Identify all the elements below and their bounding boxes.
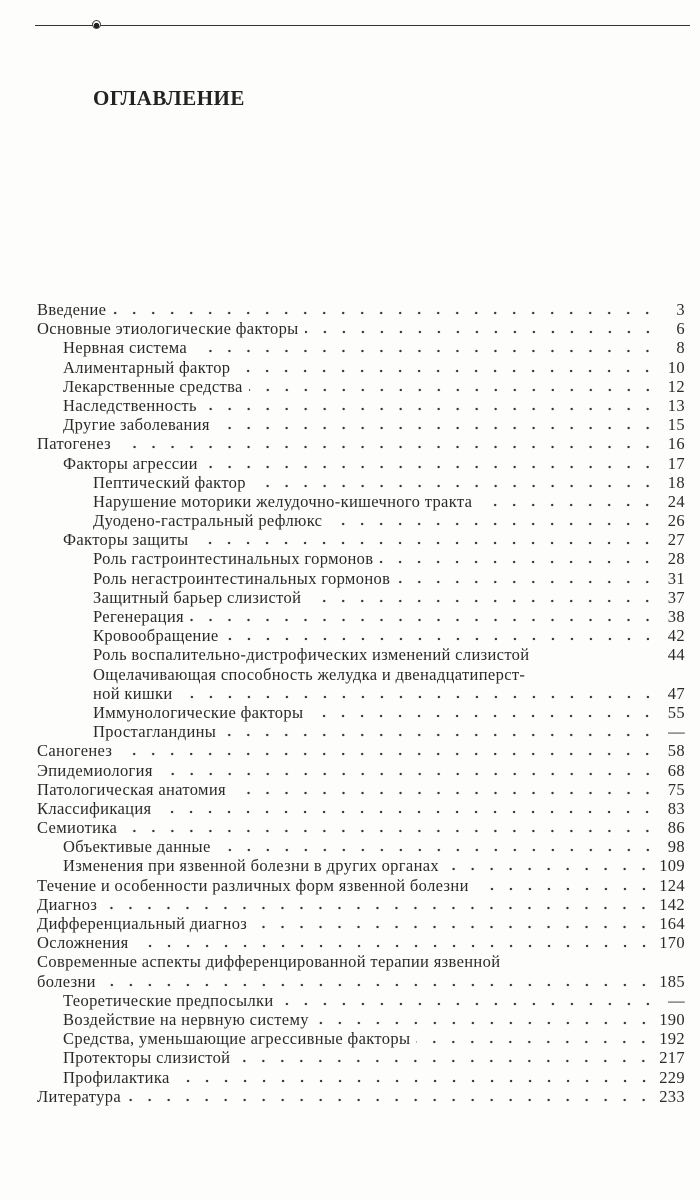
toc-entry-title: Наследственность: [63, 395, 197, 415]
toc-entry-title: Воздействие на нервную систему: [63, 1009, 309, 1029]
toc-entry-title: Пептический фактор: [93, 472, 246, 492]
toc-entry-page: 28: [667, 549, 685, 569]
toc-entry: [37, 434, 685, 453]
toc-entry-page: 124: [659, 875, 685, 895]
toc-entry-page: 42: [667, 626, 685, 646]
toc-entry: [37, 358, 685, 377]
dot-leader: [307, 599, 657, 603]
toc-entry-page: 24: [667, 491, 685, 511]
dot-leader: [506, 963, 657, 967]
toc-entry: [37, 972, 685, 991]
dot-leader: [225, 637, 657, 641]
dot-leader: [252, 484, 657, 488]
toc-entry-page: 86: [667, 818, 685, 838]
toc-entry: [37, 1068, 685, 1087]
toc-entry-page: 75: [667, 779, 685, 799]
dot-leader: [222, 733, 657, 737]
toc-entry-page: 37: [667, 587, 685, 607]
dot-leader: [190, 618, 657, 622]
toc-entry: [37, 1029, 685, 1048]
toc-entry-title: Современные аспекты дифференцированной терапии язвенной: [37, 952, 501, 972]
toc-entry-page: 47: [667, 683, 685, 703]
toc-entry-page: 170: [659, 933, 685, 953]
top-rule: [35, 25, 690, 26]
toc-entry-title: Основные этиологические факторы: [37, 319, 299, 339]
toc-entry-page: 58: [667, 741, 685, 761]
dot-leader: [216, 426, 657, 430]
dot-leader: [217, 848, 657, 852]
toc-entry-title: Иммунологические факторы: [93, 702, 304, 722]
toc-entry: [37, 645, 685, 664]
dot-leader: [203, 407, 657, 411]
toc-entry: [37, 837, 685, 856]
dot-leader: [159, 772, 657, 776]
toc-entry-page: 190: [659, 1009, 685, 1029]
dot-leader: [232, 791, 657, 795]
toc-entry-title: Диагноз: [37, 894, 98, 914]
toc-entry: [37, 991, 685, 1010]
toc-entry-title: Средства, уменьшающие агрессивные факторы: [63, 1029, 411, 1049]
toc-entry-page: 17: [667, 453, 685, 473]
toc-entry: [37, 895, 685, 914]
toc-entry: [37, 703, 685, 722]
toc-entry-page: 13: [667, 395, 685, 415]
toc-entry-title: Осложнения: [37, 933, 129, 953]
toc-entry-title: болезни: [37, 971, 96, 991]
page-title: ОГЛАВЛЕНИЕ: [93, 86, 245, 110]
toc-entry-page: 16: [667, 434, 685, 454]
toc-entry-title: Саногенез: [37, 741, 113, 761]
toc-entry-title: Объективые данные: [63, 837, 211, 857]
toc-entry: [37, 569, 685, 588]
dot-leader: [135, 944, 654, 948]
toc-entry-page: 44: [667, 645, 685, 665]
toc-entry-title: Литература: [37, 1086, 122, 1106]
dot-leader: [445, 867, 653, 871]
toc-entry-page: 109: [659, 856, 685, 876]
toc-entry: [37, 722, 685, 741]
toc-entry: [37, 818, 685, 837]
dot-leader: [157, 810, 657, 814]
toc-entry-title: Классификация: [37, 798, 152, 818]
toc-entry: [37, 684, 685, 703]
dot-leader: [123, 829, 657, 833]
dot-leader: [193, 349, 657, 353]
toc-entry: [37, 530, 685, 549]
dot-leader: [112, 311, 657, 315]
toc-entry-title: Патологическая анатомия: [37, 779, 226, 799]
dot-leader: [236, 1059, 653, 1063]
toc-entry: [37, 511, 685, 530]
dot-leader: [379, 560, 657, 564]
toc-entry-page: 26: [667, 511, 685, 531]
toc-entry-title: Дуодено-гастральный рефлюкс: [93, 511, 323, 531]
toc-entry: [37, 473, 685, 492]
dot-leader: [204, 465, 657, 469]
toc-entry: [37, 492, 685, 511]
toc-entry-page: 18: [667, 472, 685, 492]
dot-leader: [328, 522, 657, 526]
toc-entry-title: Эпидемиология: [37, 760, 153, 780]
dot-leader: [236, 369, 657, 373]
toc-entry-page: 55: [667, 702, 685, 722]
dot-leader: [396, 580, 657, 584]
toc-entry: [37, 377, 685, 396]
dot-leader: [315, 1021, 653, 1025]
toc-entry-page: 68: [667, 760, 685, 780]
toc-entry-page: 12: [667, 376, 685, 396]
toc-entry-page: 31: [667, 568, 685, 588]
toc-entry-title: Теоретические предпосылки: [63, 990, 274, 1010]
toc-entry: [37, 780, 685, 799]
toc-entry-title: Дифференциальный диагноз: [37, 914, 248, 933]
toc-entry-page: 192: [659, 1029, 685, 1049]
toc-entry-title: Факторы агрессии: [63, 453, 198, 473]
toc-entry: [37, 1087, 685, 1106]
dot-leader: [118, 752, 657, 756]
toc-entry-title: Течение и особенности различных форм язвенной болезни: [37, 875, 469, 895]
dot-leader: [179, 695, 657, 699]
toc-entry: [37, 454, 685, 473]
toc-entry: [37, 761, 685, 780]
toc-entry-title: Кровообращение: [93, 626, 219, 646]
dot-leader: [535, 656, 657, 660]
toc-entry-page: 217: [659, 1048, 685, 1068]
toc-entry-page: 83: [667, 798, 685, 818]
toc-entry: [37, 1048, 685, 1067]
toc-entry-title: Лекарственные средства: [63, 376, 243, 396]
page-ornament-icon: [92, 20, 101, 29]
dot-leader: [416, 1040, 653, 1044]
toc-entry: [37, 1010, 685, 1029]
toc-entry: [37, 665, 685, 684]
toc-entry: [37, 338, 685, 357]
toc-entry-title: Роль воспалительно-дистрофических изменений слизистой: [93, 645, 530, 665]
toc-entry-title: ной кишки: [93, 683, 173, 703]
dot-leader: [103, 906, 653, 910]
toc-entry-title: Нарушение моторики желудочно-кишечного тракта: [93, 491, 473, 511]
toc-entry-title: Изменения при язвенной болезни в других органах: [63, 856, 440, 876]
toc-entry-title: Регенерация: [93, 607, 184, 626]
toc-entry: [37, 415, 685, 434]
toc-entry-title: Алиментарный фактор: [63, 357, 231, 377]
dot-leader: [176, 1079, 654, 1083]
toc-entry-title: Роль гастроинтестинальных гормонов: [93, 549, 374, 569]
toc-entry: [37, 300, 685, 319]
toc-entry-title: Факторы защиты: [63, 530, 189, 550]
toc-entry: [37, 588, 685, 607]
toc-entry-page: 38: [667, 607, 685, 626]
toc-entry: [37, 396, 685, 415]
toc-entry: [37, 607, 685, 626]
toc-entry-title: Другие заболевания: [63, 415, 210, 435]
toc-entry-title: Профилактика: [63, 1067, 170, 1087]
toc-entry-page: —: [668, 722, 685, 742]
toc-entry-page: 142: [659, 894, 685, 914]
toc-entry: [37, 933, 685, 952]
toc-entry: [37, 741, 685, 760]
toc-entry-page: 185: [659, 971, 685, 991]
toc-entry-page: 6: [676, 319, 685, 339]
dot-leader: [249, 388, 657, 392]
toc-entry-title: Протекторы слизистой: [63, 1048, 231, 1068]
dot-leader: [305, 330, 657, 334]
dot-leader: [194, 541, 657, 545]
toc-entry-page: 164: [659, 914, 685, 933]
dot-leader: [253, 925, 653, 929]
toc-entry-page: —: [668, 990, 685, 1010]
toc-entry-title: Простагландины: [93, 722, 217, 742]
dot-leader: [280, 1002, 657, 1006]
dot-leader: [127, 1098, 653, 1102]
toc-entry-page: 229: [659, 1067, 685, 1087]
toc-entry: [37, 856, 685, 875]
toc-entry-page: 3: [676, 300, 685, 319]
toc-entry-page: 15: [667, 415, 685, 435]
toc-entry-title: Семиотика: [37, 818, 118, 838]
toc-entry-title: Ощелачивающая способность желудка и двенадцатиперст-: [93, 664, 526, 684]
dot-leader: [475, 887, 653, 891]
toc-entry-page: 233: [659, 1086, 685, 1106]
toc-entry: [37, 549, 685, 568]
toc-entry-title: Патогенез: [37, 434, 111, 454]
toc-entry: [37, 876, 685, 895]
toc-entry: [37, 952, 685, 971]
toc-entry-title: Защитный барьер слизистой: [93, 587, 302, 607]
toc-entry-title: Роль негастроинтестинальных гормонов: [93, 568, 391, 588]
toc-entry-title: Нервная система: [63, 338, 188, 358]
dot-leader: [117, 445, 657, 449]
toc-entry-page: 8: [676, 338, 685, 358]
table-of-contents: [37, 300, 685, 1106]
toc-entry-page: 10: [667, 357, 685, 377]
toc-entry-title: Введение: [37, 300, 107, 319]
toc-entry-page: 27: [667, 530, 685, 550]
toc-entry: [37, 626, 685, 645]
toc-entry: [37, 799, 685, 818]
toc-entry: [37, 914, 685, 933]
dot-leader: [478, 503, 657, 507]
dot-leader: [309, 714, 657, 718]
dot-leader: [531, 676, 657, 680]
dot-leader: [102, 983, 653, 987]
toc-entry-page: 98: [667, 837, 685, 857]
toc-entry: [37, 319, 685, 338]
